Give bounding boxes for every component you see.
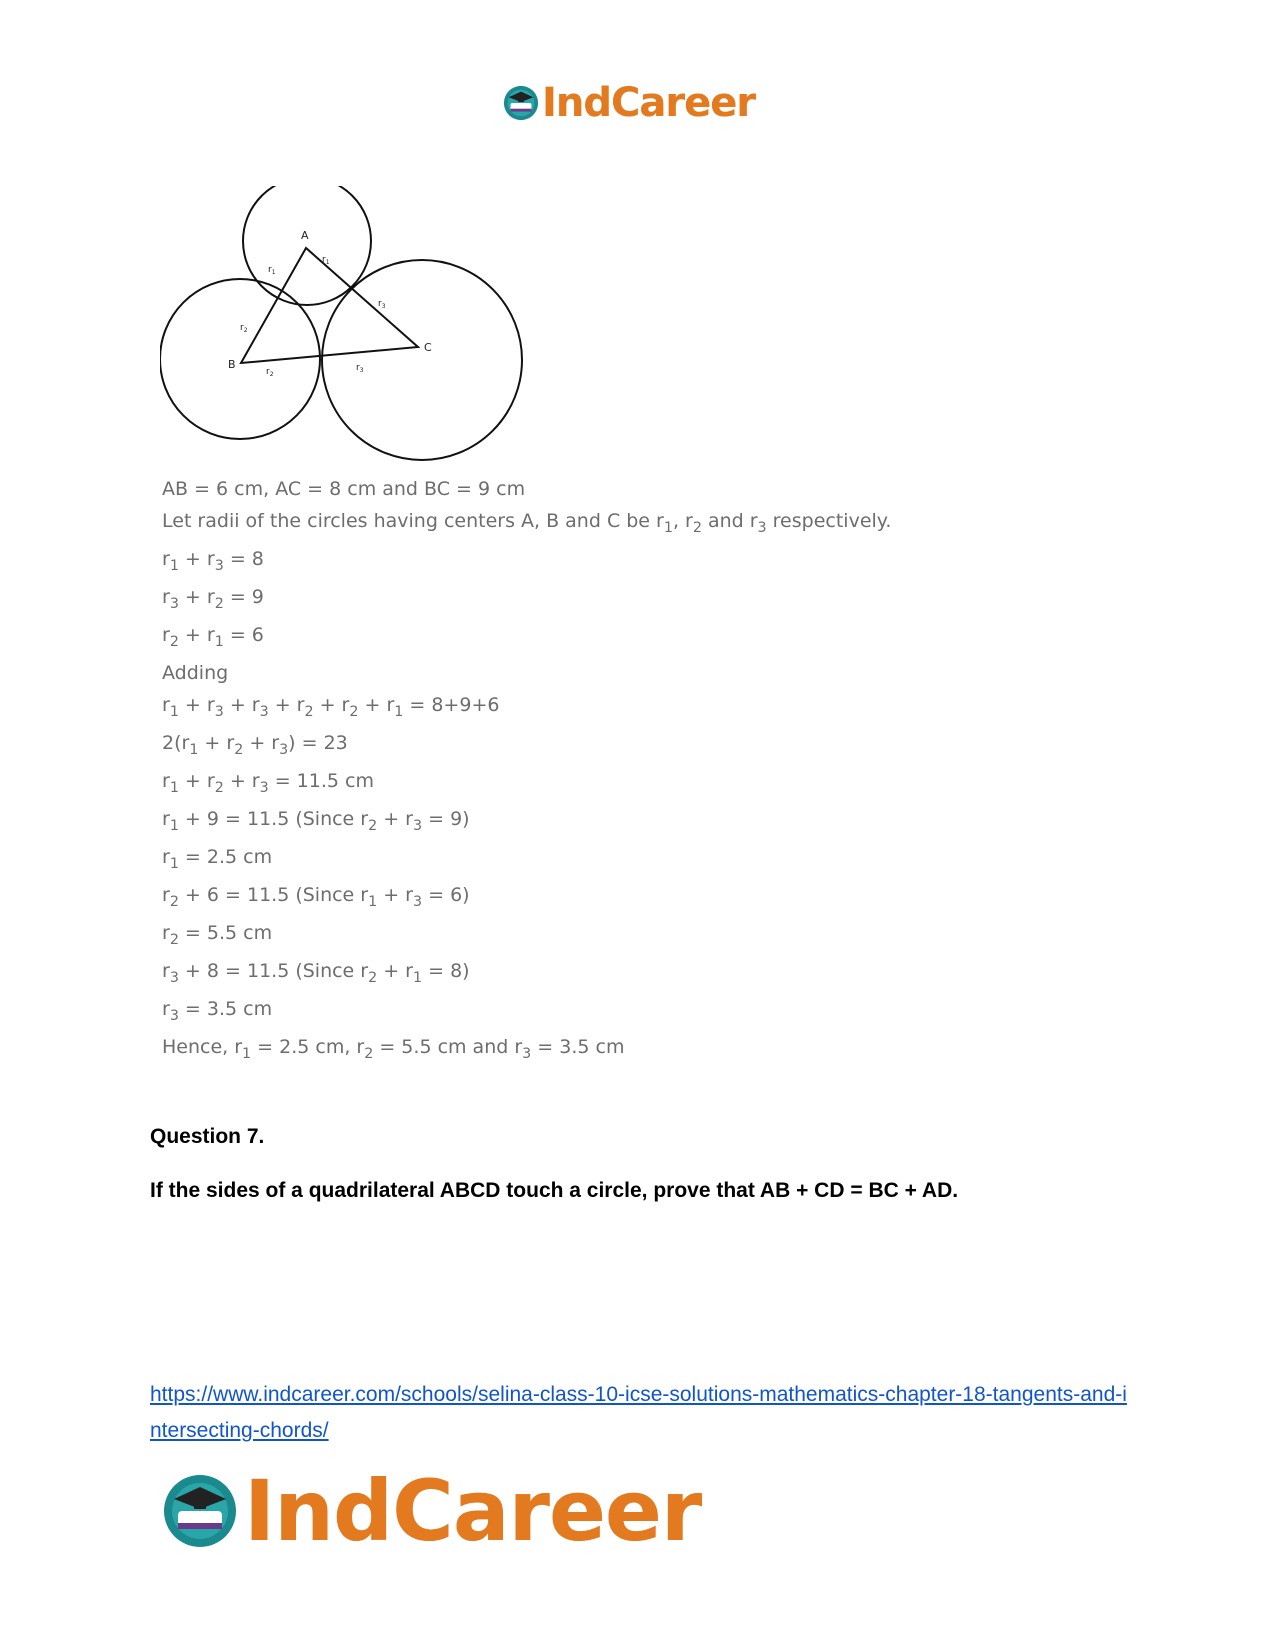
three-circles-diagram (160, 186, 540, 466)
eq-r2-r1: $r_2 + r_1 = 6$ (162, 624, 264, 650)
eq-total: $r_1 + r_2 + r_3 = 11.5$ cm (162, 770, 374, 796)
label-r3-ac: $r_3$ (378, 299, 386, 310)
label-r2-bc: $r_2$ (266, 367, 274, 378)
graduation-cap-book-icon (160, 1471, 240, 1551)
graduation-cap-book-icon (502, 84, 540, 122)
logo-wordmark: IndCareer (542, 80, 756, 126)
circle-c (322, 260, 522, 460)
label-r1-ac: $r_1$ (322, 255, 330, 266)
label-r2-ab: $r_2$ (240, 323, 248, 334)
eq-r3-sub: $r_3 + 8 = 11.5$ (Since $r_2 + r_1 = 8$) (162, 960, 470, 986)
label-b: B (228, 358, 236, 371)
logo-wordmark: IndCareer (244, 1462, 702, 1560)
label-r3-bc: $r_3$ (356, 363, 364, 374)
eq-sum: $r_1 + r_3 + r_3 + r_2 + r_2 + r_1 = 8+9+6$ (162, 694, 500, 720)
hence-line: Hence, $r_1 = 2.5$ cm, $r_2 = 5.5$ cm and $r_3 = 3.5$ cm (162, 1036, 625, 1062)
source-link[interactable]: https://www.indcareer.com/schools/selina-class-10-icse-solutions-mathematics-chapter-18-tangents-and-intersecting-chords/ (150, 1383, 1127, 1442)
eq-r1-r3: $r_1 + r_3 = 8$ (162, 548, 264, 574)
header-logo (502, 80, 755, 126)
footer-logo (160, 1462, 702, 1560)
eq-r3-r2: $r_3 + r_2 = 9$ (162, 586, 264, 612)
eq-r2-value: $r_2 = 5.5$ cm (162, 922, 273, 948)
label-a: A (301, 229, 309, 242)
adding-line: Adding (162, 662, 229, 684)
let-radii-line: Let radii of the circles having centers A, B and C be $r_1$, $r_2$ and $r_3$ respectively. (162, 510, 892, 536)
question-title: Question 7. (150, 1125, 265, 1148)
given-line: AB = 6 cm, AC = 8 cm and BC = 9 cm (162, 478, 526, 500)
eq-r3-value: $r_3 = 3.5$ cm (162, 998, 273, 1024)
eq-r1-value: $r_1 = 2.5$ cm (162, 846, 273, 872)
label-r1-ab: $r_1$ (268, 265, 276, 276)
eq-r1-sub: $r_1 + 9 = 11.5$ (Since $r_2 + r_3 = 9$) (162, 808, 470, 834)
label-c: C (424, 341, 432, 354)
question-text: If the sides of a quadrilateral ABCD touch a circle, prove that AB + CD = BC + AD. (150, 1179, 959, 1202)
eq-double: $2(r_1 + r_2 + r_3) = 23$ (162, 732, 348, 758)
eq-r2-sub: $r_2 + 6 = 11.5$ (Since $r_1 + r_3 = 6$) (162, 884, 470, 910)
